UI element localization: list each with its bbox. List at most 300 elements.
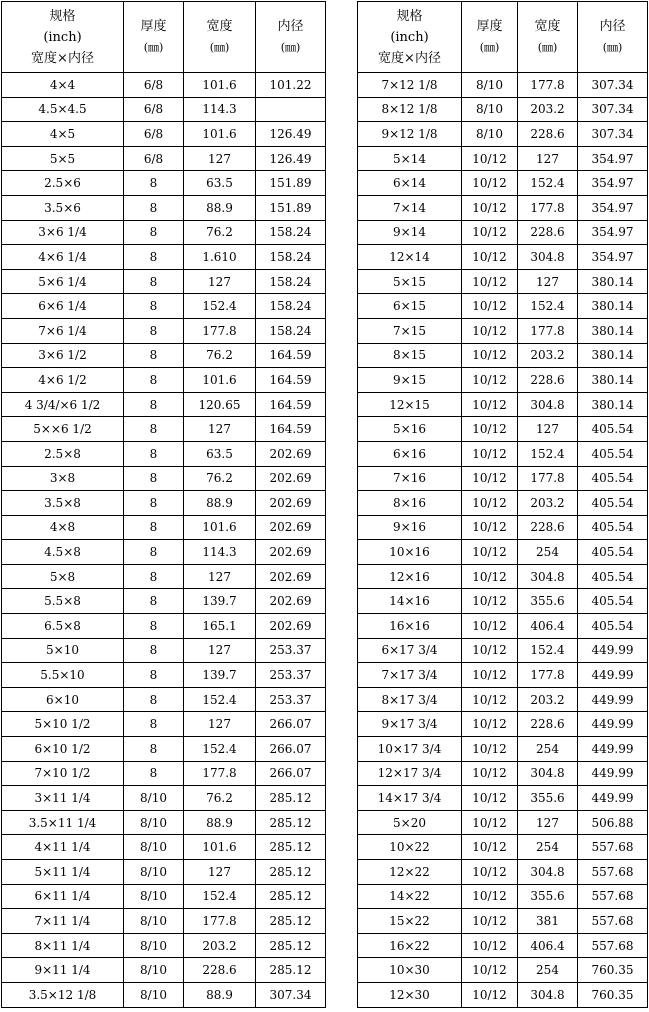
- inner-diameter-cell: 285.12: [256, 884, 326, 909]
- width-cell-right: 203.2: [518, 491, 578, 516]
- spec-cell-right: 10×22: [358, 835, 462, 860]
- spec-cell: 5.5×10: [2, 663, 124, 688]
- thickness-cell-right: 10/12: [462, 933, 518, 958]
- table-row: [2, 884, 648, 909]
- column-gap: [326, 909, 358, 934]
- inner-diameter-cell: 253.37: [256, 663, 326, 688]
- thickness-cell: 6/8: [124, 97, 184, 122]
- inner-diameter-cell-right: 307.34: [578, 122, 648, 147]
- header-thickness-right: 厚度 (㎜): [462, 2, 518, 73]
- thickness-cell-right: 10/12: [462, 786, 518, 811]
- width-cell: 101.6: [184, 835, 256, 860]
- width-cell-right: 228.6: [518, 368, 578, 393]
- column-gap: [326, 491, 358, 516]
- table-row: [2, 515, 648, 540]
- inner-diameter-cell-right: 354.97: [578, 195, 648, 220]
- table-row: [2, 982, 648, 1007]
- width-cell: 152.4: [184, 884, 256, 909]
- column-gap: [326, 318, 358, 343]
- header-row: [2, 2, 648, 73]
- inner-diameter-cell: 253.37: [256, 687, 326, 712]
- spec-cell: 7×6 1/4: [2, 318, 124, 343]
- table-row: [2, 540, 648, 565]
- width-cell: 63.5: [184, 171, 256, 196]
- width-cell-right: 228.6: [518, 712, 578, 737]
- thickness-cell-right: 10/12: [462, 737, 518, 762]
- spec-cell: 5×5: [2, 146, 124, 171]
- table-row: [2, 909, 648, 934]
- spec-cell-right: 14×17 3/4: [358, 786, 462, 811]
- thickness-cell: 8: [124, 564, 184, 589]
- inner-diameter-cell-right: 405.54: [578, 564, 648, 589]
- inner-diameter-cell-right: 405.54: [578, 417, 648, 442]
- spec-cell-right: 6×17 3/4: [358, 638, 462, 663]
- thickness-cell-right: 10/12: [462, 294, 518, 319]
- table-row: [2, 122, 648, 147]
- table-row: [2, 318, 648, 343]
- width-cell-right: 177.8: [518, 663, 578, 688]
- header-thickness: 厚度 (㎜): [124, 2, 184, 73]
- table-row: [2, 614, 648, 639]
- header-width-right: 宽度 (㎜): [518, 2, 578, 73]
- spec-table: [1, 1, 648, 1008]
- width-cell: 228.6: [184, 958, 256, 983]
- thickness-cell: 8/10: [124, 933, 184, 958]
- width-cell: 127: [184, 564, 256, 589]
- spec-cell: 5×10: [2, 638, 124, 663]
- inner-diameter-cell: [256, 97, 326, 122]
- table-row: [2, 491, 648, 516]
- width-cell: 76.2: [184, 220, 256, 245]
- inner-diameter-cell: 158.24: [256, 220, 326, 245]
- header-spec: 规格 (inch) 宽度×内径: [2, 2, 124, 73]
- width-cell: 101.6: [184, 368, 256, 393]
- width-cell: 63.5: [184, 441, 256, 466]
- thickness-cell: 8: [124, 441, 184, 466]
- width-cell-right: 228.6: [518, 122, 578, 147]
- spec-cell-right: 6×14: [358, 171, 462, 196]
- width-cell: 114.3: [184, 97, 256, 122]
- thickness-cell: 8: [124, 466, 184, 491]
- inner-diameter-cell-right: 449.99: [578, 663, 648, 688]
- table-row: [2, 638, 648, 663]
- inner-diameter-cell-right: 354.97: [578, 171, 648, 196]
- inner-diameter-cell-right: 405.54: [578, 589, 648, 614]
- width-cell: 127: [184, 269, 256, 294]
- spec-cell-right: 9×15: [358, 368, 462, 393]
- width-cell-right: 228.6: [518, 515, 578, 540]
- width-cell: 165.1: [184, 614, 256, 639]
- width-cell-right: 381: [518, 909, 578, 934]
- table-row: [2, 294, 648, 319]
- spec-cell: 4 3/4/×6 1/2: [2, 392, 124, 417]
- inner-diameter-cell: 285.12: [256, 786, 326, 811]
- column-gap: [326, 73, 358, 98]
- spec-cell-right: 12×22: [358, 860, 462, 885]
- thickness-cell: 8: [124, 761, 184, 786]
- spec-cell-right: 16×22: [358, 933, 462, 958]
- spec-cell-right: 10×16: [358, 540, 462, 565]
- inner-diameter-cell-right: 557.68: [578, 860, 648, 885]
- table-row: [2, 245, 648, 270]
- spec-cell: 3×8: [2, 466, 124, 491]
- inner-diameter-cell-right: 405.54: [578, 515, 648, 540]
- spec-cell: 6×6 1/4: [2, 294, 124, 319]
- spec-cell-right: 14×22: [358, 884, 462, 909]
- width-cell-right: 127: [518, 269, 578, 294]
- thickness-cell-right: 10/12: [462, 958, 518, 983]
- width-cell-right: 254: [518, 540, 578, 565]
- spec-cell-right: 5×20: [358, 810, 462, 835]
- inner-diameter-cell: 158.24: [256, 269, 326, 294]
- inner-diameter-cell: 158.24: [256, 318, 326, 343]
- thickness-cell: 8/10: [124, 909, 184, 934]
- inner-diameter-cell: 151.89: [256, 171, 326, 196]
- thickness-cell: 8: [124, 663, 184, 688]
- spec-cell: 5×8: [2, 564, 124, 589]
- width-cell: 88.9: [184, 195, 256, 220]
- spec-cell: 6.5×8: [2, 614, 124, 639]
- thickness-cell: 6/8: [124, 122, 184, 147]
- spec-cell-right: 8×17 3/4: [358, 687, 462, 712]
- inner-diameter-cell: 202.69: [256, 540, 326, 565]
- spec-cell-right: 7×17 3/4: [358, 663, 462, 688]
- spec-cell: 3×6 1/4: [2, 220, 124, 245]
- spec-cell-right: 12×15: [358, 392, 462, 417]
- table-row: [2, 269, 648, 294]
- column-gap: [326, 2, 358, 73]
- spec-cell-right: 9×12 1/8: [358, 122, 462, 147]
- inner-diameter-cell-right: 557.68: [578, 884, 648, 909]
- thickness-cell-right: 10/12: [462, 884, 518, 909]
- thickness-cell: 8: [124, 318, 184, 343]
- column-gap: [326, 884, 358, 909]
- thickness-cell-right: 10/12: [462, 195, 518, 220]
- column-gap: [326, 638, 358, 663]
- inner-diameter-cell: 285.12: [256, 810, 326, 835]
- thickness-cell: 8: [124, 589, 184, 614]
- column-gap: [326, 786, 358, 811]
- table-row: [2, 737, 648, 762]
- inner-diameter-cell-right: 405.54: [578, 441, 648, 466]
- width-cell: 101.6: [184, 73, 256, 98]
- column-gap: [326, 663, 358, 688]
- thickness-cell: 8: [124, 417, 184, 442]
- inner-diameter-cell-right: 354.97: [578, 220, 648, 245]
- inner-diameter-cell: 164.59: [256, 417, 326, 442]
- thickness-cell-right: 8/10: [462, 122, 518, 147]
- inner-diameter-cell: 285.12: [256, 958, 326, 983]
- column-gap: [326, 540, 358, 565]
- column-gap: [326, 122, 358, 147]
- thickness-cell-right: 10/12: [462, 343, 518, 368]
- spec-cell-right: 10×30: [358, 958, 462, 983]
- table-row: [2, 835, 648, 860]
- width-cell-right: 355.6: [518, 786, 578, 811]
- inner-diameter-cell: 126.49: [256, 146, 326, 171]
- spec-cell-right: 6×15: [358, 294, 462, 319]
- thickness-cell-right: 10/12: [462, 245, 518, 270]
- table-row: [2, 933, 648, 958]
- width-cell-right: 152.4: [518, 638, 578, 663]
- width-cell: 177.8: [184, 318, 256, 343]
- column-gap: [326, 441, 358, 466]
- inner-diameter-cell: 126.49: [256, 122, 326, 147]
- inner-diameter-cell-right: 380.14: [578, 343, 648, 368]
- thickness-cell: 8: [124, 712, 184, 737]
- width-cell: 76.2: [184, 786, 256, 811]
- spec-cell-right: 15×22: [358, 909, 462, 934]
- table-row: [2, 73, 648, 98]
- header-inner-diameter-right: 内径 (㎜): [578, 2, 648, 73]
- spec-cell-right: 12×30: [358, 982, 462, 1007]
- width-cell-right: 406.4: [518, 614, 578, 639]
- width-cell: 139.7: [184, 589, 256, 614]
- spec-cell: 3.5×6: [2, 195, 124, 220]
- thickness-cell-right: 10/12: [462, 368, 518, 393]
- column-gap: [326, 195, 358, 220]
- table-row: [2, 417, 648, 442]
- spec-cell: 4×5: [2, 122, 124, 147]
- width-cell-right: 152.4: [518, 294, 578, 319]
- spec-cell: 4×8: [2, 515, 124, 540]
- thickness-cell: 8: [124, 343, 184, 368]
- thickness-cell-right: 10/12: [462, 810, 518, 835]
- width-cell-right: 406.4: [518, 933, 578, 958]
- width-cell-right: 304.8: [518, 982, 578, 1007]
- thickness-cell-right: 10/12: [462, 835, 518, 860]
- width-cell-right: 304.8: [518, 392, 578, 417]
- inner-diameter-cell: 202.69: [256, 441, 326, 466]
- thickness-cell: 8: [124, 294, 184, 319]
- column-gap: [326, 712, 358, 737]
- spec-cell: 2.5×6: [2, 171, 124, 196]
- width-cell: 177.8: [184, 909, 256, 934]
- inner-diameter-cell: 202.69: [256, 515, 326, 540]
- spec-cell: 5×6 1/4: [2, 269, 124, 294]
- width-cell-right: 127: [518, 810, 578, 835]
- column-gap: [326, 589, 358, 614]
- thickness-cell-right: 8/10: [462, 73, 518, 98]
- column-gap: [326, 982, 358, 1007]
- inner-diameter-cell: 101.22: [256, 73, 326, 98]
- width-cell: 127: [184, 860, 256, 885]
- spec-cell: 4×11 1/4: [2, 835, 124, 860]
- width-cell: 101.6: [184, 515, 256, 540]
- table-row: [2, 97, 648, 122]
- inner-diameter-cell-right: 449.99: [578, 761, 648, 786]
- inner-diameter-cell: 151.89: [256, 195, 326, 220]
- thickness-cell-right: 10/12: [462, 687, 518, 712]
- width-cell-right: 203.2: [518, 97, 578, 122]
- thickness-cell-right: 10/12: [462, 614, 518, 639]
- table-row: [2, 810, 648, 835]
- inner-diameter-cell-right: 380.14: [578, 294, 648, 319]
- width-cell-right: 304.8: [518, 564, 578, 589]
- inner-diameter-cell-right: 380.14: [578, 318, 648, 343]
- thickness-cell: 8/10: [124, 810, 184, 835]
- spec-cell: 5×11 1/4: [2, 860, 124, 885]
- width-cell-right: 304.8: [518, 761, 578, 786]
- spec-cell-right: 12×17 3/4: [358, 761, 462, 786]
- table-row: [2, 958, 648, 983]
- table-row: [2, 220, 648, 245]
- inner-diameter-cell-right: 449.99: [578, 737, 648, 762]
- spec-cell: 3×6 1/2: [2, 343, 124, 368]
- width-cell: 114.3: [184, 540, 256, 565]
- thickness-cell: 8/10: [124, 860, 184, 885]
- thickness-cell: 8: [124, 392, 184, 417]
- inner-diameter-cell-right: 506.88: [578, 810, 648, 835]
- thickness-cell: 8: [124, 737, 184, 762]
- thickness-cell-right: 10/12: [462, 909, 518, 934]
- header-spec-right: 规格 (inch) 宽度×内径: [358, 2, 462, 73]
- table-row: [2, 860, 648, 885]
- column-gap: [326, 368, 358, 393]
- column-gap: [326, 564, 358, 589]
- table-row: [2, 466, 648, 491]
- inner-diameter-cell: 202.69: [256, 564, 326, 589]
- inner-diameter-cell: 285.12: [256, 860, 326, 885]
- spec-cell-right: 12×16: [358, 564, 462, 589]
- inner-diameter-cell-right: 449.99: [578, 786, 648, 811]
- spec-cell: 9×11 1/4: [2, 958, 124, 983]
- thickness-cell-right: 10/12: [462, 761, 518, 786]
- width-cell-right: 127: [518, 417, 578, 442]
- width-cell-right: 177.8: [518, 195, 578, 220]
- thickness-cell: 8: [124, 540, 184, 565]
- width-cell-right: 203.2: [518, 343, 578, 368]
- width-cell-right: 177.8: [518, 466, 578, 491]
- inner-diameter-cell-right: 380.14: [578, 269, 648, 294]
- thickness-cell: 8: [124, 614, 184, 639]
- column-gap: [326, 810, 358, 835]
- width-cell: 101.6: [184, 122, 256, 147]
- thickness-cell: 8/10: [124, 884, 184, 909]
- inner-diameter-cell-right: 760.35: [578, 958, 648, 983]
- spec-cell: 3.5×11 1/4: [2, 810, 124, 835]
- thickness-cell-right: 10/12: [462, 269, 518, 294]
- inner-diameter-cell-right: 449.99: [578, 712, 648, 737]
- column-gap: [326, 860, 358, 885]
- width-cell-right: 304.8: [518, 860, 578, 885]
- spec-cell-right: 8×16: [358, 491, 462, 516]
- spec-cell: 7×10 1/2: [2, 761, 124, 786]
- thickness-cell-right: 10/12: [462, 318, 518, 343]
- column-gap: [326, 343, 358, 368]
- table-row: [2, 195, 648, 220]
- thickness-cell: 8: [124, 195, 184, 220]
- column-gap: [326, 97, 358, 122]
- thickness-cell: 8/10: [124, 786, 184, 811]
- inner-diameter-cell: 202.69: [256, 614, 326, 639]
- spec-cell-right: 5×14: [358, 146, 462, 171]
- width-cell-right: 304.8: [518, 245, 578, 270]
- width-cell-right: 228.6: [518, 220, 578, 245]
- spec-cell-right: 10×17 3/4: [358, 737, 462, 762]
- spec-cell-right: 9×17 3/4: [358, 712, 462, 737]
- thickness-cell: 8: [124, 220, 184, 245]
- width-cell: 127: [184, 712, 256, 737]
- width-cell: 177.8: [184, 761, 256, 786]
- column-gap: [326, 171, 358, 196]
- inner-diameter-cell-right: 557.68: [578, 909, 648, 934]
- width-cell: 152.4: [184, 687, 256, 712]
- thickness-cell: 6/8: [124, 146, 184, 171]
- spec-cell-right: 7×12 1/8: [358, 73, 462, 98]
- inner-diameter-cell-right: 557.68: [578, 835, 648, 860]
- thickness-cell-right: 10/12: [462, 220, 518, 245]
- table-row: [2, 441, 648, 466]
- thickness-cell-right: 8/10: [462, 97, 518, 122]
- spec-cell: 4×6 1/2: [2, 368, 124, 393]
- thickness-cell-right: 10/12: [462, 515, 518, 540]
- column-gap: [326, 933, 358, 958]
- inner-diameter-cell-right: 449.99: [578, 638, 648, 663]
- spec-cell-right: 6×16: [358, 441, 462, 466]
- width-cell: 152.4: [184, 737, 256, 762]
- width-cell: 76.2: [184, 466, 256, 491]
- inner-diameter-cell-right: 405.54: [578, 466, 648, 491]
- column-gap: [326, 515, 358, 540]
- spec-cell: 3.5×12 1/8: [2, 982, 124, 1007]
- table-row: [2, 146, 648, 171]
- inner-diameter-cell-right: 380.14: [578, 392, 648, 417]
- spec-cell: 6×10 1/2: [2, 737, 124, 762]
- column-gap: [326, 146, 358, 171]
- table-row: [2, 564, 648, 589]
- column-gap: [326, 958, 358, 983]
- inner-diameter-cell: 266.07: [256, 761, 326, 786]
- width-cell: 139.7: [184, 663, 256, 688]
- thickness-cell: 8: [124, 368, 184, 393]
- table-row: [2, 712, 648, 737]
- column-gap: [326, 737, 358, 762]
- thickness-cell-right: 10/12: [462, 663, 518, 688]
- thickness-cell: 8: [124, 515, 184, 540]
- spec-cell: 2.5×8: [2, 441, 124, 466]
- spec-cell-right: 9×16: [358, 515, 462, 540]
- inner-diameter-cell-right: 557.68: [578, 933, 648, 958]
- spec-cell-right: 7×14: [358, 195, 462, 220]
- inner-diameter-cell: 202.69: [256, 466, 326, 491]
- width-cell-right: 127: [518, 146, 578, 171]
- width-cell: 127: [184, 417, 256, 442]
- column-gap: [326, 220, 358, 245]
- width-cell: 88.9: [184, 810, 256, 835]
- inner-diameter-cell-right: 405.54: [578, 540, 648, 565]
- spec-cell: 4.5×4.5: [2, 97, 124, 122]
- inner-diameter-cell-right: 307.34: [578, 97, 648, 122]
- inner-diameter-cell: 285.12: [256, 835, 326, 860]
- thickness-cell: 8: [124, 171, 184, 196]
- thickness-cell: 8: [124, 245, 184, 270]
- width-cell: 88.9: [184, 491, 256, 516]
- inner-diameter-cell-right: 405.54: [578, 491, 648, 516]
- thickness-cell-right: 10/12: [462, 146, 518, 171]
- table-row: [2, 392, 648, 417]
- width-cell-right: 152.4: [518, 171, 578, 196]
- column-gap: [326, 417, 358, 442]
- width-cell-right: 254: [518, 958, 578, 983]
- spec-cell: 3×11 1/4: [2, 786, 124, 811]
- column-gap: [326, 245, 358, 270]
- column-gap: [326, 761, 358, 786]
- table-row: [2, 663, 648, 688]
- thickness-cell-right: 10/12: [462, 589, 518, 614]
- table-row: [2, 761, 648, 786]
- inner-diameter-cell-right: 307.34: [578, 73, 648, 98]
